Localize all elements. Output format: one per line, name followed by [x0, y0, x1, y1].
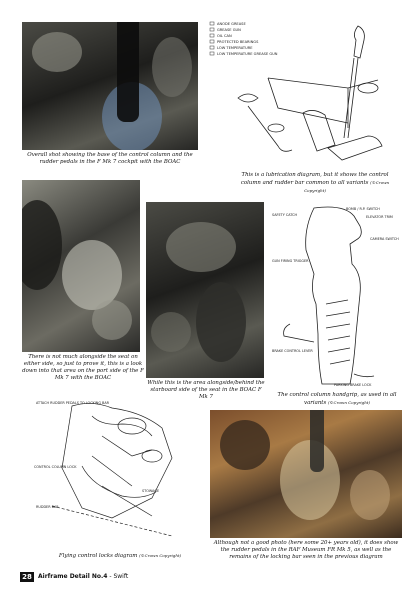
- control-locks-diagram: [32, 396, 198, 540]
- column-linkage-drawing: [238, 26, 382, 160]
- photo-rudder-pedals-raf-museum: [210, 410, 402, 538]
- caption-port-side: There is not much alongside the seat on either side, so just to prove it, this is a look down into that area on the port side of the F Mk 7 with the BOAC: [22, 354, 144, 381]
- photo-starboard-side-seat: [146, 202, 264, 378]
- cockpit-seat-sketch: [52, 403, 172, 536]
- photo-port-side-seat: [22, 180, 140, 352]
- caption-rudder-pedals: Although not a good photo (here some 20+ years old), it does show the rudder pedals in the RAF Museum FR Mk 5, as well as the remains of the locking bar seen in the previous diagram: [213, 540, 399, 560]
- lubrication-diagram: [208, 18, 400, 170]
- legend-item-6: LOW TEMPERATURE GREASE GUN: [217, 52, 278, 56]
- caption-handgrip: [274, 392, 400, 407]
- footer-series: Airframe Detail No.4: [38, 573, 108, 580]
- label-locks-note: ATTACH RUDDER PEDALS TO LOCKING BAR: [36, 401, 110, 405]
- handgrip-drawing: [270, 204, 400, 390]
- label-rudder-bar-lock: RUDDER BAR: [36, 505, 59, 509]
- label-stowage: STOWAGE: [142, 489, 160, 493]
- label-elevator-trim: ELEVATOR TRIM: [366, 215, 393, 219]
- caption-lubrication-text: This is a lubrication diagram, but it shows the control column and rudder bar common to all variants: [240, 172, 389, 186]
- caption-control-locks: [50, 552, 190, 560]
- caption-lubrication-diagram: [240, 172, 390, 195]
- handgrip-diagram: [270, 204, 400, 390]
- caption-starboard-side: While this is the area alongside/behind the starboard side of the seat in the BOAC F Mk 7: [147, 380, 265, 400]
- caption-handgrip-copyright: (©Crown Copyright): [327, 400, 370, 405]
- label-gun-firing-trigger: GUN FIRING TRIGGER: [272, 259, 309, 263]
- caption-handgrip-text: The control column handgrip, as used in all variants: [277, 392, 397, 406]
- photo-cockpit-control-column: [22, 22, 198, 150]
- caption-lubrication-copyright: (©Crown Copyright): [304, 180, 390, 193]
- caption-control-locks-text: Flying control locks diagram: [58, 553, 138, 559]
- caption-control-locks-copyright: (©Crown Copyright): [139, 553, 182, 558]
- legend-item-5: LOW TEMPERATURE: [217, 46, 253, 50]
- footer-separator: -: [109, 573, 114, 580]
- label-bomb-rp-switch: BOMB / R.P. SWITCH: [346, 207, 380, 211]
- label-camera-switch: CAMERA SWITCH: [370, 237, 399, 241]
- legend-item-3: OIL CAN: [217, 34, 232, 38]
- lubrication-legend: [210, 22, 278, 56]
- legend-item-2: GREASE GUN: [217, 28, 241, 32]
- legend-item-4: PROTECTED BEARINGS: [217, 40, 259, 44]
- footer-subject: Swift: [113, 573, 129, 580]
- footer-series-title: [38, 572, 128, 582]
- lubrication-drawing: [208, 18, 400, 170]
- label-safety-catch: SAFETY CATCH: [272, 213, 298, 217]
- control-locks-drawing: [32, 396, 198, 540]
- handgrip-outline: [284, 207, 374, 384]
- label-parking-brake-lock: PARKING BRAKE LOCK: [334, 383, 372, 387]
- caption-control-column-photo: Overall shot showing the base of the control column and the rudder pedals in the F Mk 7 cockpit with the BOAC: [27, 152, 193, 165]
- page-number: 28: [20, 572, 34, 582]
- label-column-lock: CONTROL COLUMN LOCK: [34, 465, 77, 469]
- legend-item-1: ANODE GREASE: [217, 22, 246, 26]
- label-brake-control-lever: BRAKE CONTROL LEVER: [272, 349, 313, 353]
